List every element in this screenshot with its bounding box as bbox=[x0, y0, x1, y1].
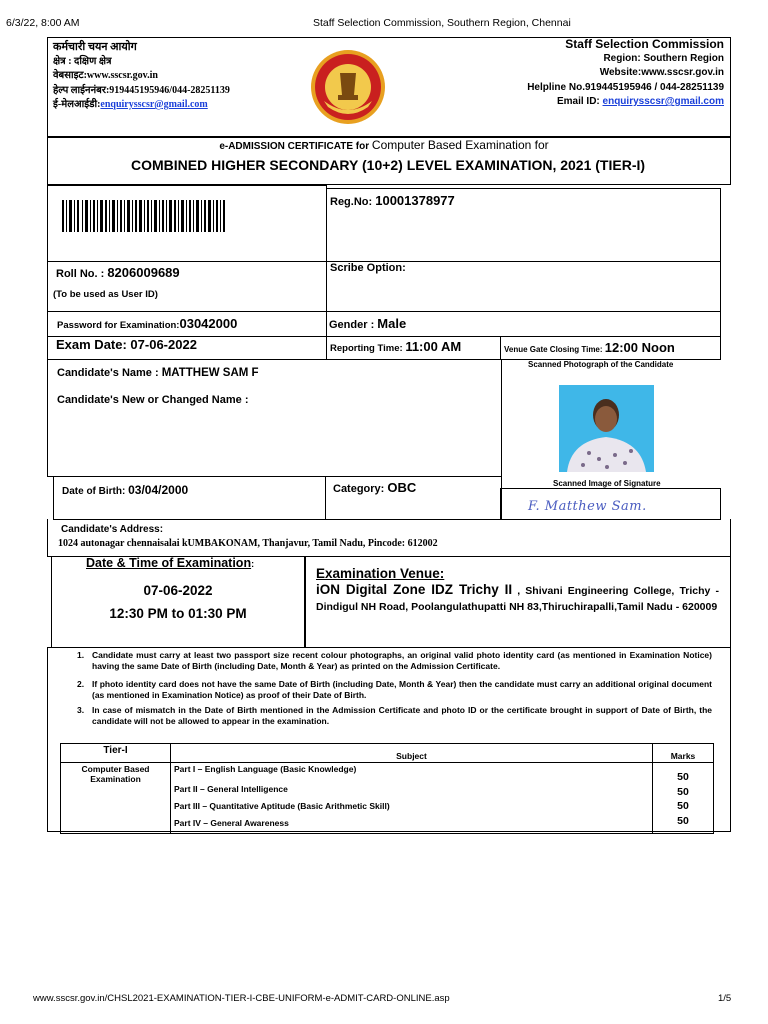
subject-4: Part IV – General Awareness bbox=[174, 818, 289, 828]
name-value: MATTHEW SAM F bbox=[161, 367, 259, 379]
print-page-count: 1/5 bbox=[718, 993, 732, 1004]
gate-line bbox=[504, 339, 675, 357]
exam-date-value: 07-06-2022 bbox=[130, 337, 197, 352]
marks-header: Marks bbox=[653, 744, 714, 763]
marks-list bbox=[653, 763, 714, 834]
hindi-website: वेबसाइट:www.sscsr.gov.in bbox=[53, 70, 158, 81]
barcode bbox=[62, 200, 225, 232]
roll-note: (To be used as User ID) bbox=[53, 289, 158, 300]
marks-body-row bbox=[61, 763, 714, 834]
mark-1: 50 bbox=[677, 771, 689, 783]
subject-header: Subject bbox=[171, 744, 653, 763]
reporting-line bbox=[330, 338, 461, 356]
hindi-org: कर्मचारी चयन आयोग bbox=[53, 41, 137, 53]
venue-name: iON Digital Zone IDZ Trichy II bbox=[316, 582, 513, 597]
changed-name-label: Candidate's New or Changed Name : bbox=[57, 394, 249, 406]
gender-line bbox=[329, 315, 406, 333]
signature-image: F. Matthew Sam. bbox=[528, 499, 647, 514]
hindi-helpline: हेल्प लाईननंबर:919445195946/044-28251139 bbox=[53, 84, 230, 96]
reporting-label: Reporting Time: bbox=[330, 343, 406, 354]
instruction-2 bbox=[72, 679, 712, 701]
ssc-emblem-icon bbox=[310, 49, 386, 125]
subject-3: Part III – Quantitative Aptitude (Basic Arithmetic Skill) bbox=[174, 801, 390, 811]
instruction-3-num: 3. bbox=[77, 705, 85, 715]
gender-label: Gender : bbox=[329, 319, 378, 331]
hindi-email-link[interactable]: enquirysscsr@gmail.com bbox=[100, 99, 208, 110]
org-name: Staff Selection Commission bbox=[565, 37, 724, 51]
candidate-photo bbox=[559, 385, 654, 472]
subject-1: Part I – English Language (Basic Knowledge) bbox=[174, 764, 357, 774]
name-label: Candidate's Name : bbox=[57, 367, 162, 379]
website-text: Website:www.sscsr.gov.in bbox=[599, 67, 724, 78]
category-label: Category: bbox=[333, 483, 388, 495]
instruction-2-num: 2. bbox=[77, 679, 85, 689]
roll-value: 8206009689 bbox=[107, 265, 180, 280]
marks-header-row bbox=[61, 744, 714, 763]
helpline-text: Helpline No.919445195946 / 044-28251139 bbox=[527, 81, 724, 93]
region-text: Region: Southern Region bbox=[603, 52, 724, 64]
ssc-logo bbox=[310, 49, 386, 125]
reg-no-value: 10001378977 bbox=[375, 193, 455, 208]
candidate-photo-icon bbox=[559, 385, 654, 472]
print-page-title: Staff Selection Commission, Southern Region, Chennai bbox=[313, 17, 571, 29]
email-label: Email ID: bbox=[556, 96, 603, 107]
reg-no-line bbox=[330, 192, 455, 210]
scribe-label: Scribe Option: bbox=[330, 262, 406, 274]
cert-subtitle-b: Computer Based Examination for bbox=[371, 138, 549, 152]
cert-subtitle-a: e-ADMISSION CERTIFICATE for bbox=[219, 141, 372, 152]
schedule-date: 07-06-2022 bbox=[143, 583, 213, 598]
hindi-region: क्षेत्र : दक्षिण क्षेत्र bbox=[53, 55, 112, 67]
instruction-3 bbox=[72, 705, 712, 727]
subject-2: Part II – General Intelligence bbox=[174, 784, 288, 794]
gender-value: Male bbox=[377, 316, 407, 331]
venue-text bbox=[316, 582, 719, 615]
exam-date-label: Exam Date: bbox=[56, 337, 131, 352]
email-line bbox=[527, 95, 724, 110]
exam-mode: Computer Based Examination bbox=[61, 763, 171, 834]
signature-label: Scanned Image of Signature bbox=[553, 479, 661, 488]
password-value: 03042000 bbox=[179, 316, 238, 331]
hindi-email-label: ई-मेलआईडी: bbox=[53, 99, 101, 110]
tier-header: Tier-I bbox=[61, 744, 171, 763]
instruction-1-text: Candidate must carry at least two passport size recent colour photographs, an original valid photo identity card (as mentioned in Examination Notice) having the same Date of Birth (including Date, Month & Year) as printed on the Admission Certificate. bbox=[92, 650, 712, 671]
password-label: Password for Examination: bbox=[57, 320, 180, 331]
schedule-time: 12:30 PM to 01:30 PM bbox=[109, 606, 247, 621]
marks-table bbox=[60, 743, 714, 834]
venue-label: Examination Venue: bbox=[316, 566, 445, 581]
english-header bbox=[527, 37, 724, 110]
instruction-1 bbox=[72, 650, 712, 672]
mark-3: 50 bbox=[677, 800, 689, 812]
venue-sep: , bbox=[512, 585, 526, 597]
email-link[interactable]: enquirysscsr@gmail.com bbox=[602, 96, 724, 107]
roll-line bbox=[56, 264, 180, 282]
dob-line bbox=[62, 481, 188, 499]
exam-date-line bbox=[56, 337, 197, 352]
gate-label: Venue Gate Closing Time: bbox=[504, 345, 605, 354]
hindi-email-line bbox=[53, 98, 230, 113]
reg-no-label: Reg.No: bbox=[330, 196, 376, 208]
cert-title: COMBINED HIGHER SECONDARY (10+2) LEVEL EXAMINATION, 2021 (TIER-I) bbox=[130, 157, 646, 173]
barcode-icon bbox=[62, 200, 225, 232]
schedule-colon: : bbox=[251, 559, 255, 569]
address-label: Candidate's Address: bbox=[61, 524, 164, 535]
print-datetime: 6/3/22, 8:00 AM bbox=[6, 17, 80, 29]
roll-label: Roll No. : bbox=[56, 268, 108, 280]
category-line bbox=[333, 479, 416, 497]
print-url: www.sscsr.gov.in/CHSL2021-EXAMINATION-TIER-I-CBE-UNIFORM-e-ADMIT-CARD-ONLINE.asp bbox=[33, 993, 450, 1004]
subject-list bbox=[171, 763, 653, 834]
password-line bbox=[57, 315, 237, 333]
instruction-1-num: 1. bbox=[77, 650, 85, 660]
dob-label: Date of Birth: bbox=[62, 486, 129, 497]
category-value: OBC bbox=[387, 480, 417, 495]
name-line bbox=[57, 363, 259, 381]
mark-4: 50 bbox=[677, 814, 689, 827]
reporting-value: 11:00 AM bbox=[405, 339, 462, 354]
gate-value: 12:00 Noon bbox=[604, 340, 675, 355]
photo-label: Scanned Photograph of the Candidate bbox=[528, 360, 674, 369]
dob-value: 03/04/2000 bbox=[128, 483, 189, 497]
venue-address: Shivani Engineering College, Trichy - Dindigul NH Road, Poolangulathupatti NH 83,Thiruchirapalli,Tamil Nadu - 620009 bbox=[316, 585, 719, 613]
schedule-label-line bbox=[86, 556, 254, 570]
address-value: 1024 autonagar chennaisalai kUMBAKONAM, Thanjavur, Tamil Nadu, Pincode: 612002 bbox=[58, 538, 438, 549]
schedule-label: Date & Time of Examination bbox=[86, 556, 252, 570]
instruction-3-text: In case of mismatch in the Date of Birth mentioned in the Admission Certificate and photo ID or the certificate brought in support of Date of Birth, the candidate will not be allowed to appear in the examination. bbox=[92, 705, 712, 726]
hindi-header bbox=[53, 40, 230, 113]
instruction-2-text: If photo identity card does not have the same Date of Birth (including Date, Month & Year) then the candidate must carry an additional original document (as mentioned in Examination Notice) as proof of their Date of Birth. bbox=[92, 679, 712, 700]
mark-2: 50 bbox=[677, 785, 689, 798]
cert-subtitle bbox=[0, 138, 768, 152]
